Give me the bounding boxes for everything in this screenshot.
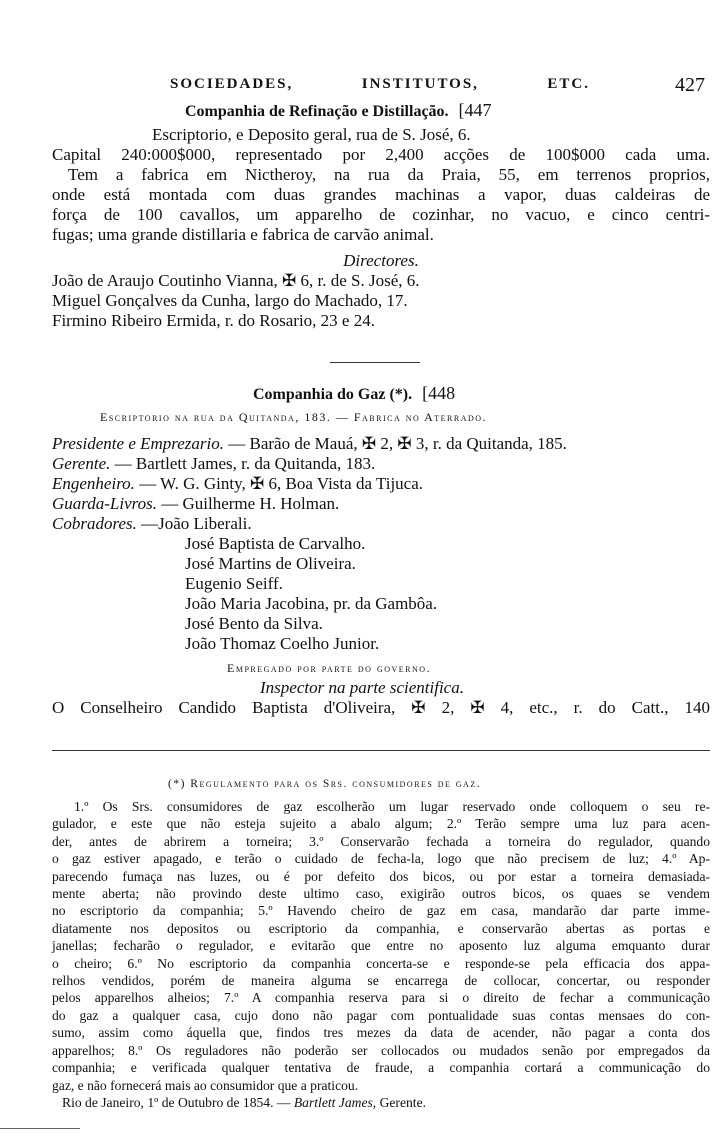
footnote-line: 1.º Os Srs. consumidores de gaz escolherão um lugar reservado onde colloquem o seu re-: [74, 799, 710, 814]
footnote-line: o gaz estiver apagado, e terão o cuidado de fecha-la, logo que não precisem de luz; 4.º Ap-: [52, 851, 710, 867]
role: Presidente e Emprezario.: [52, 434, 225, 453]
directores-label: Directores.: [343, 251, 419, 270]
cobrador: José Baptista de Carvalho.: [185, 534, 366, 553]
director: Firmino Ribeiro Ermida, r. do Rosario, 23 e 24.: [52, 311, 375, 330]
text-line: onde está montada com duas grandes machinas a vapor, duas caldeiras de: [52, 185, 710, 204]
scan-edge-mark: [0, 1128, 80, 1129]
footnote-line: companhia; e verificada qualquer tentativa de fraude, a companhia cortará a communicação do: [52, 1060, 710, 1076]
footnote-line: mente aberta; não provindo deste ultimo caso, exigirão outros bicos, os quaes se vendem: [52, 886, 710, 902]
footnote-line: o cheiro; 6.º No escriptorio da companhia concerta-se e responde-se pela efficacia dos appa-: [52, 955, 710, 971]
entry-number: [447: [458, 100, 492, 120]
role: Gerente.: [52, 454, 111, 473]
footnote-signature: [52, 1094, 710, 1111]
footnote-body: [52, 798, 710, 1111]
signature-place-date: Rio de Janeiro, 1º de Outubro de 1854. —: [62, 1094, 294, 1110]
footnote-line: janellas; fecharão o regulador, e evitarão que entre no aposento luz alguma emquanto durar: [52, 938, 710, 954]
escriptorio-line: Escriptorio na rua da Quitanda, 183. — Fabrica no Aterrado.: [100, 410, 488, 424]
signature-name: Bartlett James: [293, 1094, 373, 1110]
staff-entry: — Barão de Mauá, ✠ 2, ✠ 3, r. da Quitanda, 185.: [224, 434, 567, 453]
role: Engenheiro.: [52, 474, 135, 493]
refinacao-body: [52, 125, 710, 331]
divider: [52, 750, 710, 751]
cobrador: Eugenio Seiff.: [185, 574, 283, 593]
footnote-line: apparelhos; 8.º Os reguladores não poderão ser collocados ou mudados senão por empregados da: [52, 1042, 710, 1058]
signature-role: , Gerente.: [372, 1094, 426, 1110]
footnote-line: gulador, e este que não esteja sujeito a abalo algum; 2.º Terão sempre uma luz para acen-: [52, 816, 710, 832]
text-line: Tem a fabrica em Nictheroy, na rua da Praia, 55, em terrenos proprios,: [68, 165, 710, 184]
title: Companhia do Gaz (*).: [253, 386, 413, 403]
director: João de Araujo Coutinho Vianna, ✠ 6, r. de S. José, 6.: [52, 271, 420, 290]
text-line: Escriptorio, e Deposito geral, rua de S. José, 6.: [152, 125, 471, 144]
page-number: 427: [675, 74, 705, 96]
cobrador: João Maria Jacobina, pr. da Gambôa.: [185, 594, 438, 613]
footnote-line: pelos apparelhos alheios; 7.º A companhia reserva para si o direito de fechar a communicação: [52, 990, 710, 1006]
director: Miguel Gonçalves da Cunha, largo do Machado, 17.: [52, 291, 408, 310]
running-header: SOCIEDADES, INSTITUTOS, ETC.: [170, 76, 590, 92]
staff-entry: — Guilherme H. Holman.: [157, 494, 340, 513]
footnote-line: sumo, assim como áquella que, findos tres mezes da data de acender, não pagar a conta dos: [52, 1025, 710, 1041]
role: Cobradores.: [52, 514, 137, 533]
staff-entry: — W. G. Ginty, ✠ 6, Boa Vista da Tijuca.: [134, 474, 424, 493]
footnote-line: der, antes de abrirem a torneira; 3.º Conservarão fechada a torneira do regulador, quando: [52, 833, 710, 849]
cobrador: José Martins de Oliveira.: [185, 554, 356, 573]
text-line: fugas; uma grande distillaria e fabrica de carvão animal.: [52, 225, 434, 244]
section-title-refinacao: [185, 100, 492, 121]
text-line: força de 100 cavallos, um apparelho de cozinhar, no vacuo, e cinco centri-: [52, 205, 710, 224]
title: Companhia de Refinação e Distillação.: [185, 103, 449, 120]
divider: [330, 362, 420, 363]
footnote-line: relhos vendidos, porém de maneira alguma se encarrega de collocar, concertar, ou responder: [52, 973, 710, 989]
staff-entry: —João Liberali.: [136, 514, 252, 533]
section-title-gaz: [253, 383, 455, 404]
gaz-staff: [52, 434, 710, 718]
text-line: Capital 240:000$000, representado por 2,400 acções de 100$000 cada uma.: [52, 145, 710, 164]
footnote-title: (*) Regulamento para os Srs. consumidores de gaz.: [168, 778, 482, 790]
cobrador: José Bento da Silva.: [185, 614, 323, 633]
entry-number: [448: [422, 383, 456, 403]
conselheiro-entry: O Conselheiro Candido Baptista d'Oliveira, ✠ 2, ✠ 4, etc., r. do Catt., 140: [52, 698, 710, 717]
footnote-line: diatamente nos depositos ou escriptorio da companhia, e conservarão abertas as portas e: [52, 920, 710, 936]
cobrador: João Thomaz Coelho Junior.: [185, 634, 380, 653]
footnote-line: do gaz a qualquer casa, cujo dono não pagar com pontualidade suas contas mensaes do con-: [52, 1007, 710, 1023]
footnote-line: gaz, e não fornecerá mais ao consumidor que a praticou.: [52, 1077, 359, 1093]
role: Guarda-Livros.: [52, 494, 157, 513]
empregado-heading: Empregado por parte do governo.: [227, 661, 432, 675]
staff-entry: — Bartlett James, r. da Quitanda, 183.: [110, 454, 376, 473]
footnote-line: parecendo fumaça nas luzes, ou é por defeito dos bicos, ou por estar a torneira demasiada-: [52, 868, 710, 884]
inspector-label: Inspector na parte scientifica.: [260, 678, 464, 697]
footnote-line: no escriptorio da companhia; 5.º Havendo cheiro de gaz em casa, mandarão dar parte imme-: [52, 903, 710, 919]
